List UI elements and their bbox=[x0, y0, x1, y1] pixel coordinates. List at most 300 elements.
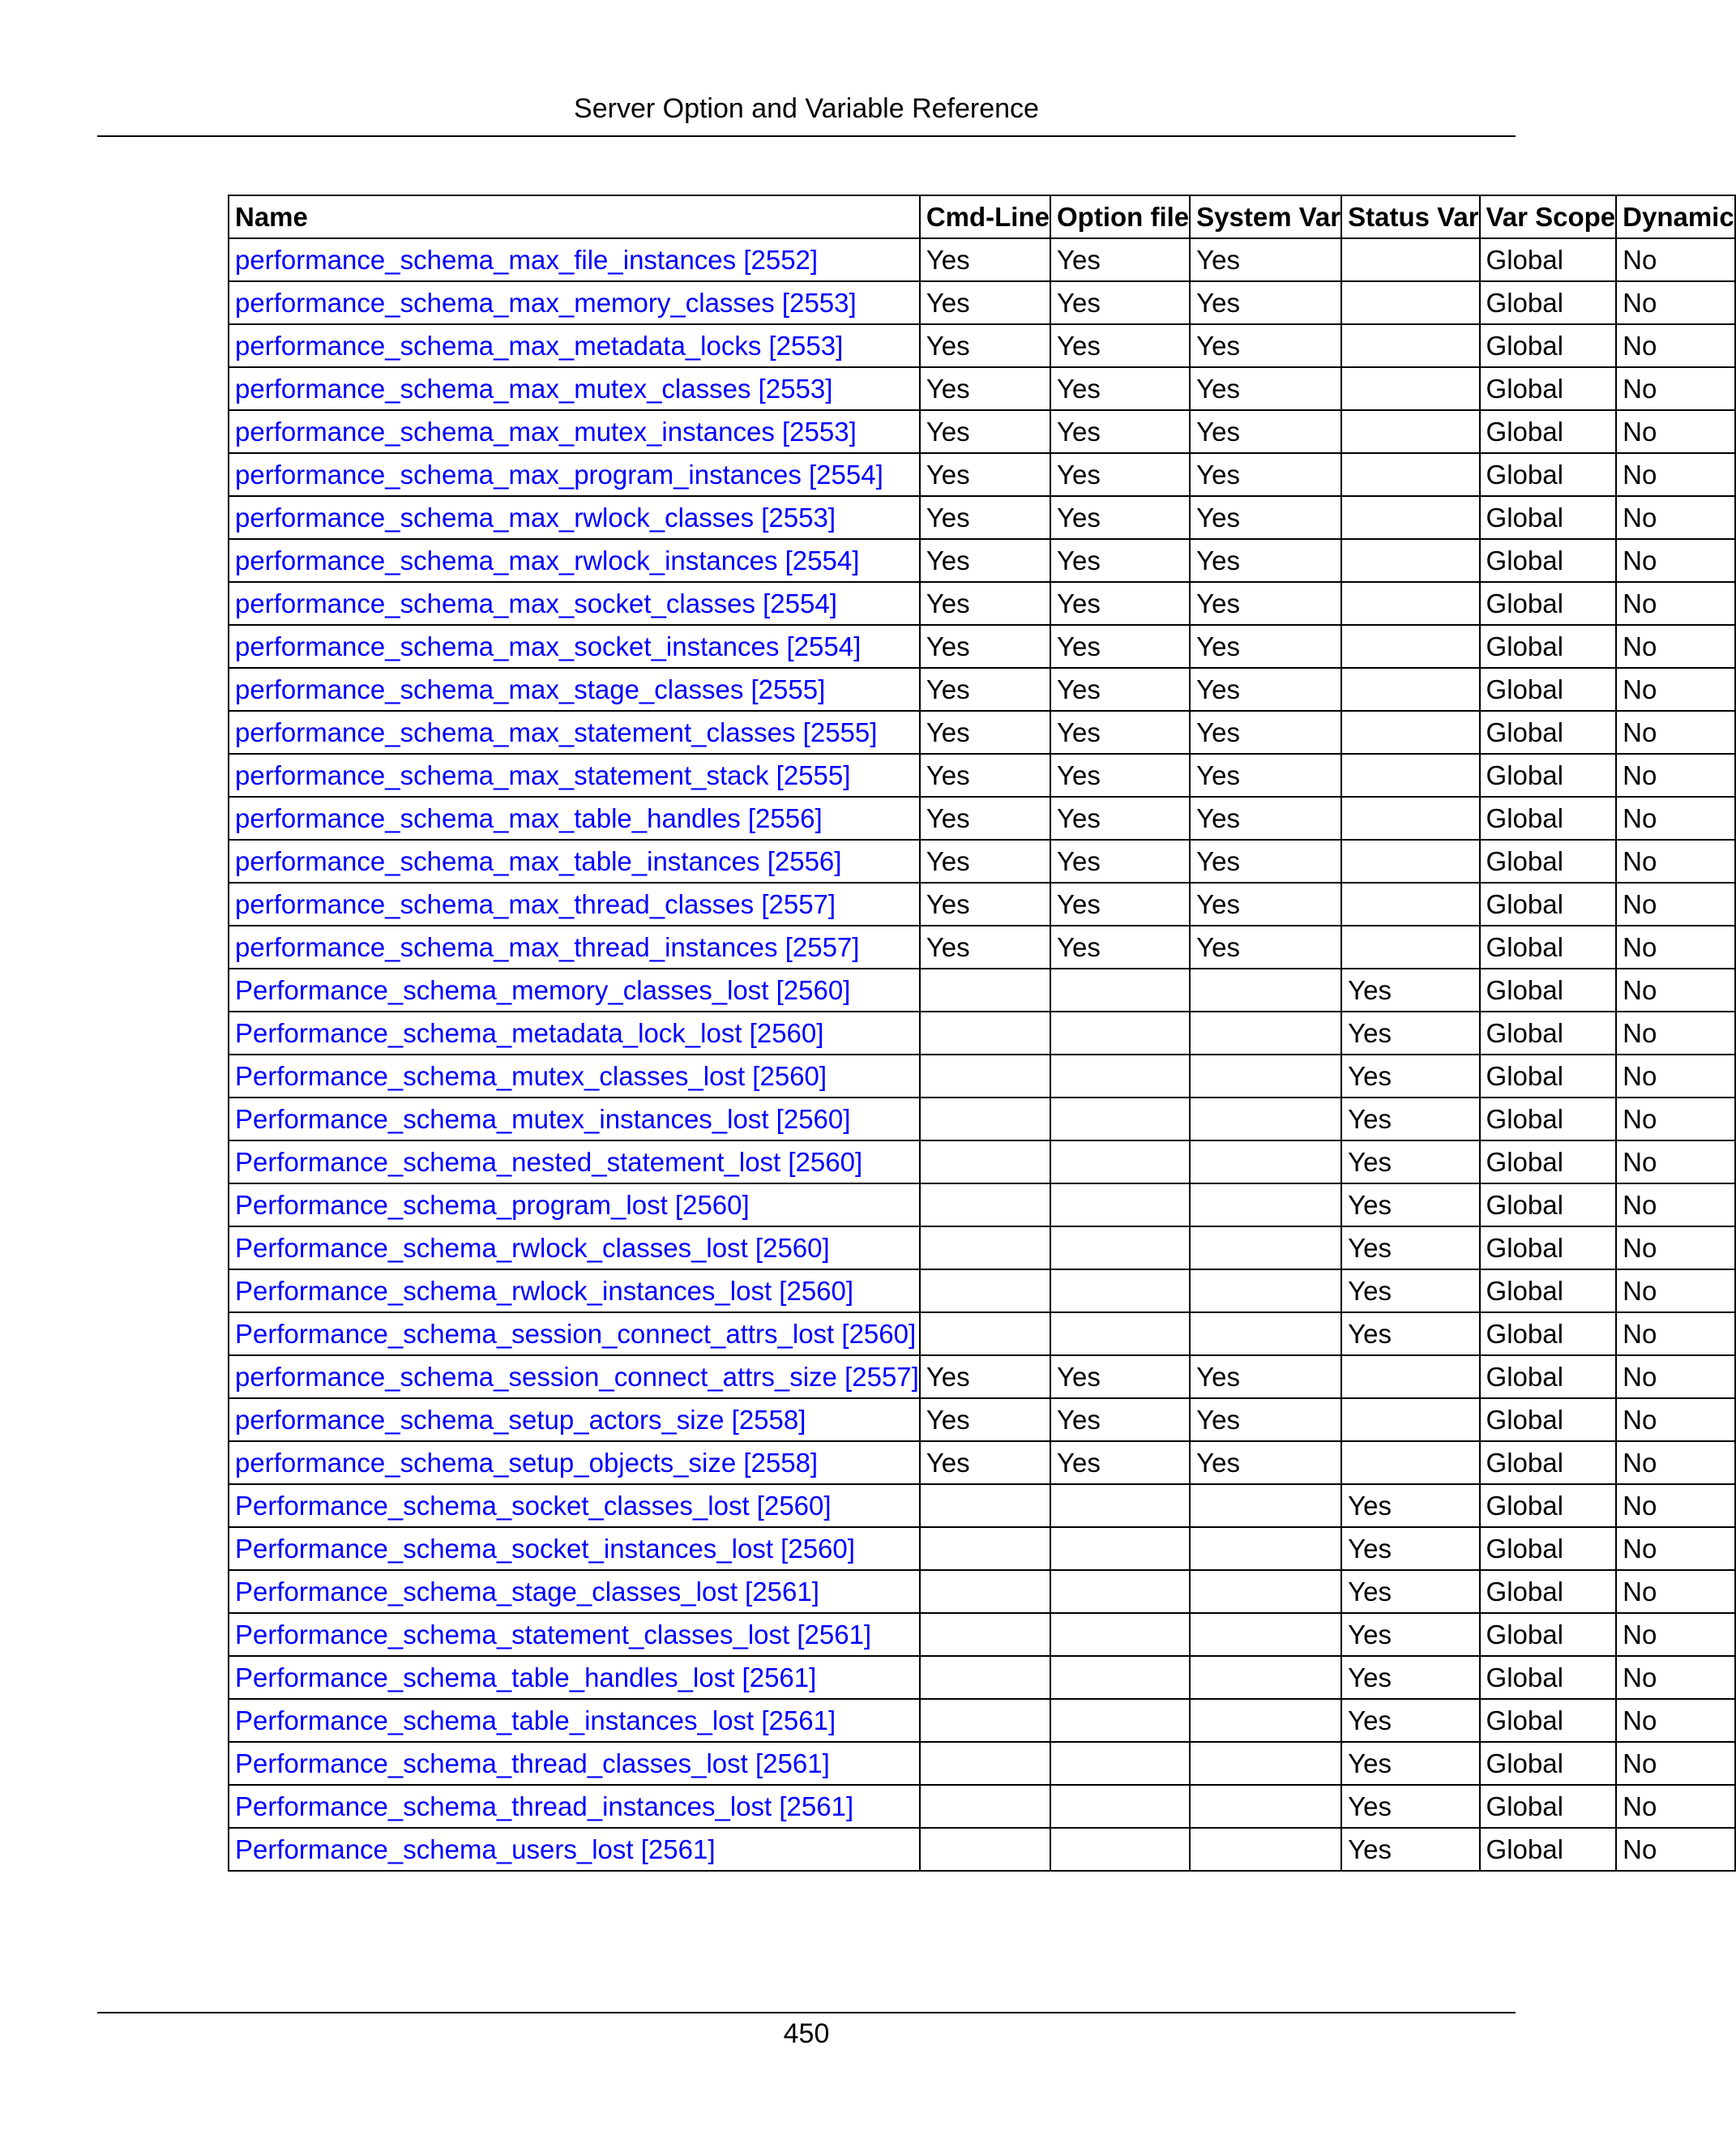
dynamic-cell bbox=[1616, 1312, 1735, 1355]
var-scope-cell: Global bbox=[1486, 674, 1563, 704]
status-var-cell bbox=[1341, 453, 1479, 496]
dynamic-cell: No bbox=[1623, 1834, 1657, 1864]
status-var-cell bbox=[1341, 582, 1479, 625]
status-var-cell bbox=[1341, 1355, 1479, 1398]
variable-name-link[interactable]: performance_schema_setup_actors_size [2558] bbox=[235, 1405, 806, 1435]
column-header-cmd-line: Cmd-Line bbox=[920, 195, 1050, 238]
variable-name-link[interactable]: Performance_schema_thread_instances_lost [2561] bbox=[235, 1791, 854, 1821]
dynamic-cell bbox=[1616, 1527, 1735, 1570]
option-file-cell bbox=[1050, 453, 1190, 496]
cmd-line-cell: Yes bbox=[926, 588, 970, 618]
cmd-line-cell bbox=[920, 367, 1050, 410]
table-row bbox=[229, 1312, 1735, 1355]
var-scope-cell: Global bbox=[1486, 1448, 1563, 1478]
cmd-line-cell: Yes bbox=[926, 717, 970, 747]
status-var-cell: Yes bbox=[1348, 1018, 1392, 1048]
system-var-cell bbox=[1190, 367, 1341, 410]
dynamic-cell bbox=[1616, 410, 1735, 453]
status-var-cell bbox=[1341, 1269, 1479, 1312]
table-row bbox=[229, 1785, 1735, 1828]
dynamic-cell: No bbox=[1623, 1448, 1657, 1478]
var-scope-cell bbox=[1480, 1742, 1617, 1785]
status-var-cell bbox=[1341, 625, 1479, 668]
option-file-cell bbox=[1050, 668, 1190, 711]
cmd-line-cell bbox=[920, 1398, 1050, 1441]
column-header-dynamic: Dynamic bbox=[1616, 195, 1735, 238]
name-cell bbox=[229, 926, 920, 969]
status-var-cell bbox=[1341, 1699, 1479, 1742]
cmd-line-cell bbox=[920, 1441, 1050, 1484]
var-scope-cell bbox=[1480, 797, 1617, 840]
dynamic-cell bbox=[1616, 754, 1735, 797]
system-var-cell: Yes bbox=[1196, 631, 1240, 661]
status-var-cell bbox=[1341, 1183, 1479, 1226]
system-var-cell: Yes bbox=[1196, 503, 1240, 533]
var-scope-cell bbox=[1480, 1656, 1617, 1699]
cmd-line-cell bbox=[920, 1785, 1050, 1828]
option-file-cell bbox=[1050, 1699, 1190, 1742]
variable-name-link[interactable]: performance_schema_max_memory_classes [2553] bbox=[235, 288, 857, 318]
dynamic-cell bbox=[1616, 582, 1735, 625]
var-scope-cell: Global bbox=[1486, 1405, 1563, 1435]
var-scope-cell: Global bbox=[1486, 1061, 1563, 1091]
variable-name-link[interactable]: performance_schema_max_statement_stack [2555] bbox=[235, 760, 851, 790]
var-scope-cell bbox=[1480, 1828, 1617, 1871]
var-scope-cell bbox=[1480, 1785, 1617, 1828]
cmd-line-cell: Yes bbox=[926, 245, 970, 275]
cmd-line-cell bbox=[920, 1355, 1050, 1398]
dynamic-cell bbox=[1616, 1398, 1735, 1441]
option-file-cell bbox=[1050, 281, 1190, 324]
var-scope-cell bbox=[1480, 496, 1617, 539]
name-cell bbox=[229, 410, 920, 453]
option-file-cell bbox=[1050, 969, 1190, 1012]
option-file-cell bbox=[1050, 1613, 1190, 1656]
name-cell bbox=[229, 1055, 920, 1098]
dynamic-cell: No bbox=[1623, 460, 1657, 490]
variable-name-link[interactable]: performance_schema_max_socket_instances [2554] bbox=[235, 631, 862, 661]
cmd-line-cell bbox=[920, 1098, 1050, 1140]
cmd-line-cell bbox=[920, 1312, 1050, 1355]
var-scope-cell: Global bbox=[1486, 245, 1563, 275]
cmd-line-cell bbox=[920, 1656, 1050, 1699]
dynamic-cell bbox=[1616, 1183, 1735, 1226]
dynamic-cell bbox=[1616, 711, 1735, 754]
variable-name-link[interactable]: Performance_schema_table_instances_lost [2561] bbox=[235, 1705, 836, 1735]
cmd-line-cell bbox=[920, 1269, 1050, 1312]
dynamic-cell: No bbox=[1623, 1190, 1657, 1220]
name-cell bbox=[229, 1312, 920, 1355]
cmd-line-cell bbox=[920, 453, 1050, 496]
variable-name-link[interactable]: Performance_schema_rwlock_classes_lost [2560] bbox=[235, 1233, 830, 1263]
var-scope-cell bbox=[1480, 238, 1617, 281]
status-var-cell: Yes bbox=[1348, 1491, 1392, 1521]
variable-name-link[interactable]: Performance_schema_mutex_classes_lost [2560] bbox=[235, 1061, 827, 1091]
dynamic-cell: No bbox=[1623, 1577, 1657, 1607]
name-cell bbox=[229, 496, 920, 539]
option-file-cell bbox=[1050, 1484, 1190, 1527]
status-var-cell: Yes bbox=[1348, 1620, 1392, 1650]
name-cell bbox=[229, 1398, 920, 1441]
var-scope-cell bbox=[1480, 410, 1617, 453]
system-var-cell bbox=[1190, 1742, 1341, 1785]
variable-name-link[interactable]: performance_schema_max_thread_classes [2557] bbox=[235, 889, 836, 919]
system-var-cell bbox=[1190, 453, 1341, 496]
dynamic-cell: No bbox=[1623, 1748, 1657, 1778]
var-scope-cell: Global bbox=[1486, 417, 1563, 447]
system-var-cell bbox=[1190, 1570, 1341, 1613]
var-scope-cell: Global bbox=[1486, 1662, 1563, 1692]
var-scope-cell: Global bbox=[1486, 460, 1563, 490]
dynamic-cell bbox=[1616, 1785, 1735, 1828]
cmd-line-cell bbox=[920, 1742, 1050, 1785]
var-scope-cell bbox=[1480, 1398, 1617, 1441]
option-file-cell: Yes bbox=[1057, 331, 1101, 361]
table-row bbox=[229, 1269, 1735, 1312]
var-scope-cell: Global bbox=[1486, 1705, 1563, 1735]
var-scope-cell bbox=[1480, 1527, 1617, 1570]
status-var-cell bbox=[1341, 1098, 1479, 1140]
option-file-cell: Yes bbox=[1057, 588, 1101, 618]
option-file-cell bbox=[1050, 410, 1190, 453]
option-file-cell: Yes bbox=[1057, 245, 1101, 275]
dynamic-cell bbox=[1616, 1140, 1735, 1183]
cmd-line-cell: Yes bbox=[926, 1448, 970, 1478]
system-var-cell bbox=[1190, 625, 1341, 668]
dynamic-cell bbox=[1616, 1828, 1735, 1871]
variable-name-link[interactable]: performance_schema_max_file_instances [2552] bbox=[235, 245, 819, 275]
table-row bbox=[229, 324, 1735, 367]
table-row bbox=[229, 926, 1735, 969]
table-row bbox=[229, 1742, 1735, 1785]
name-cell bbox=[229, 1613, 920, 1656]
dynamic-cell: No bbox=[1623, 1276, 1657, 1306]
option-file-cell bbox=[1050, 1098, 1190, 1140]
cmd-line-cell bbox=[920, 797, 1050, 840]
cmd-line-cell bbox=[920, 1570, 1050, 1613]
cmd-line-cell bbox=[920, 711, 1050, 754]
var-scope-cell bbox=[1480, 1355, 1617, 1398]
cmd-line-cell bbox=[920, 1012, 1050, 1055]
var-scope-cell: Global bbox=[1486, 1362, 1563, 1392]
cmd-line-cell: Yes bbox=[926, 374, 970, 404]
variable-reference-table bbox=[228, 195, 1736, 1872]
var-scope-cell bbox=[1480, 754, 1617, 797]
system-var-cell bbox=[1190, 324, 1341, 367]
dynamic-cell bbox=[1616, 1055, 1735, 1098]
cmd-line-cell bbox=[920, 238, 1050, 281]
system-var-cell bbox=[1190, 797, 1341, 840]
var-scope-cell: Global bbox=[1486, 1104, 1563, 1134]
system-var-cell: Yes bbox=[1196, 889, 1240, 919]
status-var-cell bbox=[1341, 883, 1479, 926]
name-cell bbox=[229, 883, 920, 926]
status-var-cell bbox=[1341, 1398, 1479, 1441]
table-row bbox=[229, 496, 1735, 539]
variable-name-link[interactable]: performance_schema_max_table_instances [2556] bbox=[235, 846, 842, 876]
var-scope-cell: Global bbox=[1486, 1233, 1563, 1263]
table-row bbox=[229, 1441, 1735, 1484]
system-var-cell bbox=[1190, 410, 1341, 453]
variable-name-link[interactable]: Performance_schema_table_handles_lost [2561] bbox=[235, 1662, 817, 1692]
status-var-cell bbox=[1341, 539, 1479, 582]
system-var-cell: Yes bbox=[1196, 588, 1240, 618]
system-var-cell bbox=[1190, 1226, 1341, 1269]
variable-name-link[interactable]: performance_schema_max_table_handles [2556] bbox=[235, 803, 823, 833]
dynamic-cell: No bbox=[1623, 631, 1657, 661]
option-file-cell bbox=[1050, 625, 1190, 668]
variable-name-link[interactable]: performance_schema_max_socket_classes [2554] bbox=[235, 588, 837, 618]
dynamic-cell bbox=[1616, 281, 1735, 324]
status-var-cell: Yes bbox=[1348, 1061, 1392, 1091]
table-row bbox=[229, 453, 1735, 496]
cmd-line-cell bbox=[920, 625, 1050, 668]
dynamic-cell: No bbox=[1623, 503, 1657, 533]
status-var-cell bbox=[1341, 797, 1479, 840]
status-var-cell bbox=[1341, 367, 1479, 410]
variable-name-link[interactable]: performance_schema_max_stage_classes [2555] bbox=[235, 674, 826, 704]
cmd-line-cell: Yes bbox=[926, 760, 970, 790]
var-scope-cell bbox=[1480, 969, 1617, 1012]
variable-name-link[interactable]: Performance_schema_socket_instances_lost [2560] bbox=[235, 1534, 855, 1564]
variable-name-link[interactable]: performance_schema_max_program_instances [2554] bbox=[235, 460, 883, 490]
var-scope-cell: Global bbox=[1486, 889, 1563, 919]
system-var-cell bbox=[1190, 840, 1341, 883]
variable-name-link[interactable]: performance_schema_max_rwlock_classes [2553] bbox=[235, 503, 836, 533]
variable-name-link[interactable]: performance_schema_max_mutex_classes [2553] bbox=[235, 374, 833, 404]
status-var-cell bbox=[1341, 238, 1479, 281]
status-var-cell: Yes bbox=[1348, 1748, 1392, 1778]
table-row bbox=[229, 1055, 1735, 1098]
variable-name-link[interactable]: performance_schema_max_thread_instances [2557] bbox=[235, 932, 860, 962]
cmd-line-cell: Yes bbox=[926, 417, 970, 447]
status-var-cell: Yes bbox=[1348, 1534, 1392, 1564]
status-var-cell: Yes bbox=[1348, 1577, 1392, 1607]
column-header-system-var: System Var bbox=[1190, 195, 1341, 238]
status-var-cell bbox=[1341, 281, 1479, 324]
page-number: 450 bbox=[783, 2018, 830, 2049]
option-file-cell: Yes bbox=[1057, 546, 1101, 576]
name-cell bbox=[229, 1699, 920, 1742]
status-var-cell bbox=[1341, 840, 1479, 883]
status-var-cell bbox=[1341, 410, 1479, 453]
system-var-cell bbox=[1190, 754, 1341, 797]
var-scope-cell bbox=[1480, 1441, 1617, 1484]
dynamic-cell: No bbox=[1623, 1104, 1657, 1134]
variable-name-link[interactable]: performance_schema_max_statement_classes [2555] bbox=[235, 717, 878, 747]
dynamic-cell: No bbox=[1623, 1233, 1657, 1263]
system-var-cell: Yes bbox=[1196, 932, 1240, 962]
dynamic-cell: No bbox=[1623, 803, 1657, 833]
option-file-cell bbox=[1050, 582, 1190, 625]
option-file-cell bbox=[1050, 1183, 1190, 1226]
system-var-cell: Yes bbox=[1196, 546, 1240, 576]
option-file-cell bbox=[1050, 1570, 1190, 1613]
var-scope-cell bbox=[1480, 668, 1617, 711]
var-scope-cell bbox=[1480, 883, 1617, 926]
variable-name-link[interactable]: Performance_schema_socket_classes_lost [2560] bbox=[235, 1491, 832, 1521]
dynamic-cell bbox=[1616, 238, 1735, 281]
variable-name-link[interactable]: performance_schema_session_connect_attrs_size [2557] bbox=[235, 1362, 919, 1392]
page-header: Server Option and Variable Reference bbox=[574, 93, 1039, 124]
status-var-cell bbox=[1341, 1012, 1479, 1055]
table-row bbox=[229, 367, 1735, 410]
cmd-line-cell bbox=[920, 1055, 1050, 1098]
status-var-cell bbox=[1341, 1742, 1479, 1785]
table-header-row bbox=[229, 195, 1735, 238]
table-row bbox=[229, 668, 1735, 711]
dynamic-cell bbox=[1616, 1484, 1735, 1527]
var-scope-cell: Global bbox=[1486, 1319, 1563, 1349]
name-cell bbox=[229, 1355, 920, 1398]
variable-name-link[interactable]: Performance_schema_program_lost [2560] bbox=[235, 1190, 750, 1220]
system-var-cell: Yes bbox=[1196, 245, 1240, 275]
option-file-cell bbox=[1050, 797, 1190, 840]
variable-name-link[interactable]: Performance_schema_memory_classes_lost [2560] bbox=[235, 975, 851, 1005]
var-scope-cell bbox=[1480, 453, 1617, 496]
variable-name-link[interactable]: performance_schema_max_mutex_instances [2553] bbox=[235, 417, 857, 447]
system-var-cell bbox=[1190, 1484, 1341, 1527]
variable-name-link[interactable]: Performance_schema_stage_classes_lost [2561] bbox=[235, 1577, 819, 1607]
column-header-name: Name bbox=[229, 195, 920, 238]
variable-name-link[interactable]: Performance_schema_users_lost [2561] bbox=[235, 1834, 716, 1864]
variable-name-link[interactable]: Performance_schema_mutex_instances_lost [2560] bbox=[235, 1104, 851, 1134]
var-scope-cell bbox=[1480, 1012, 1617, 1055]
status-var-cell bbox=[1341, 668, 1479, 711]
table-row bbox=[229, 969, 1735, 1012]
var-scope-cell: Global bbox=[1486, 1018, 1563, 1048]
status-var-cell bbox=[1341, 711, 1479, 754]
variable-name-link[interactable]: Performance_schema_statement_classes_lost [2561] bbox=[235, 1620, 872, 1650]
option-file-cell bbox=[1050, 1312, 1190, 1355]
dynamic-cell: No bbox=[1623, 975, 1657, 1005]
cmd-line-cell: Yes bbox=[926, 631, 970, 661]
system-var-cell bbox=[1190, 1656, 1341, 1699]
status-var-cell bbox=[1341, 1613, 1479, 1656]
name-cell bbox=[229, 582, 920, 625]
dynamic-cell bbox=[1616, 1742, 1735, 1785]
var-scope-cell: Global bbox=[1486, 1190, 1563, 1220]
variable-name-link[interactable]: performance_schema_setup_objects_size [2558] bbox=[235, 1448, 819, 1478]
name-cell bbox=[229, 281, 920, 324]
table-row bbox=[229, 1699, 1735, 1742]
dynamic-cell bbox=[1616, 1012, 1735, 1055]
variable-name-link[interactable]: performance_schema_max_rwlock_instances [2554] bbox=[235, 546, 860, 576]
system-var-cell: Yes bbox=[1196, 1362, 1240, 1392]
cmd-line-cell bbox=[920, 883, 1050, 926]
option-file-cell: Yes bbox=[1057, 631, 1101, 661]
system-var-cell bbox=[1190, 1269, 1341, 1312]
name-cell bbox=[229, 1012, 920, 1055]
name-cell bbox=[229, 754, 920, 797]
table-row bbox=[229, 797, 1735, 840]
var-scope-cell bbox=[1480, 1613, 1617, 1656]
cmd-line-cell: Yes bbox=[926, 674, 970, 704]
name-cell bbox=[229, 1527, 920, 1570]
status-var-cell bbox=[1341, 1055, 1479, 1098]
variable-name-link[interactable]: performance_schema_max_metadata_locks [2553] bbox=[235, 331, 844, 361]
var-scope-cell: Global bbox=[1486, 1491, 1563, 1521]
cmd-line-cell: Yes bbox=[926, 546, 970, 576]
variable-name-link[interactable]: Performance_schema_nested_statement_lost [2560] bbox=[235, 1147, 863, 1177]
cmd-line-cell: Yes bbox=[926, 331, 970, 361]
cmd-line-cell bbox=[920, 1183, 1050, 1226]
dynamic-cell: No bbox=[1623, 760, 1657, 790]
cmd-line-cell bbox=[920, 582, 1050, 625]
variable-name-link[interactable]: Performance_schema_session_connect_attrs_lost [2560] bbox=[235, 1319, 917, 1349]
system-var-cell bbox=[1190, 1398, 1341, 1441]
variable-name-link[interactable]: Performance_schema_thread_classes_lost [2561] bbox=[235, 1748, 830, 1778]
var-scope-cell: Global bbox=[1486, 932, 1563, 962]
cmd-line-cell bbox=[920, 926, 1050, 969]
system-var-cell bbox=[1190, 1355, 1341, 1398]
option-file-cell bbox=[1050, 1742, 1190, 1785]
system-var-cell: Yes bbox=[1196, 846, 1240, 876]
name-cell bbox=[229, 840, 920, 883]
column-header-var-scope: Var Scope bbox=[1480, 195, 1617, 238]
dynamic-cell: No bbox=[1623, 288, 1657, 318]
system-var-cell bbox=[1190, 1012, 1341, 1055]
cmd-line-cell: Yes bbox=[926, 288, 970, 318]
cmd-line-cell bbox=[920, 410, 1050, 453]
column-header-option-file: Option file bbox=[1050, 195, 1190, 238]
system-var-cell: Yes bbox=[1196, 288, 1240, 318]
status-var-cell bbox=[1341, 1785, 1479, 1828]
cmd-line-cell bbox=[920, 1699, 1050, 1742]
variable-name-link[interactable]: Performance_schema_rwlock_instances_lost [2560] bbox=[235, 1276, 854, 1306]
table-row bbox=[229, 1484, 1735, 1527]
var-scope-cell bbox=[1480, 926, 1617, 969]
var-scope-cell: Global bbox=[1486, 1147, 1563, 1177]
option-file-cell: Yes bbox=[1057, 503, 1101, 533]
var-scope-cell bbox=[1480, 1699, 1617, 1742]
var-scope-cell: Global bbox=[1486, 1534, 1563, 1564]
table-row bbox=[229, 711, 1735, 754]
var-scope-cell bbox=[1480, 1570, 1617, 1613]
dynamic-cell bbox=[1616, 539, 1735, 582]
table-row bbox=[229, 281, 1735, 324]
dynamic-cell: No bbox=[1623, 1491, 1657, 1521]
dynamic-cell: No bbox=[1623, 1018, 1657, 1048]
name-cell bbox=[229, 1828, 920, 1871]
dynamic-cell bbox=[1616, 1699, 1735, 1742]
option-file-cell bbox=[1050, 1226, 1190, 1269]
table-body bbox=[229, 238, 1735, 1871]
table-row bbox=[229, 1398, 1735, 1441]
table-row bbox=[229, 1613, 1735, 1656]
var-scope-cell bbox=[1480, 1098, 1617, 1140]
dynamic-cell bbox=[1616, 1355, 1735, 1398]
var-scope-cell: Global bbox=[1486, 1276, 1563, 1306]
footer-rule bbox=[97, 2012, 1516, 2013]
option-file-cell bbox=[1050, 1828, 1190, 1871]
var-scope-cell: Global bbox=[1486, 503, 1563, 533]
option-file-cell: Yes bbox=[1057, 932, 1101, 962]
dynamic-cell: No bbox=[1623, 1534, 1657, 1564]
var-scope-cell bbox=[1480, 1055, 1617, 1098]
variable-name-link[interactable]: Performance_schema_metadata_lock_lost [2560] bbox=[235, 1018, 824, 1048]
dynamic-cell: No bbox=[1623, 1705, 1657, 1735]
dynamic-cell bbox=[1616, 1269, 1735, 1312]
status-var-cell bbox=[1341, 754, 1479, 797]
option-file-cell bbox=[1050, 711, 1190, 754]
table-row bbox=[229, 1012, 1735, 1055]
dynamic-cell bbox=[1616, 1441, 1735, 1484]
option-file-cell bbox=[1050, 238, 1190, 281]
dynamic-cell bbox=[1616, 926, 1735, 969]
dynamic-cell bbox=[1616, 883, 1735, 926]
status-var-cell: Yes bbox=[1348, 1190, 1392, 1220]
